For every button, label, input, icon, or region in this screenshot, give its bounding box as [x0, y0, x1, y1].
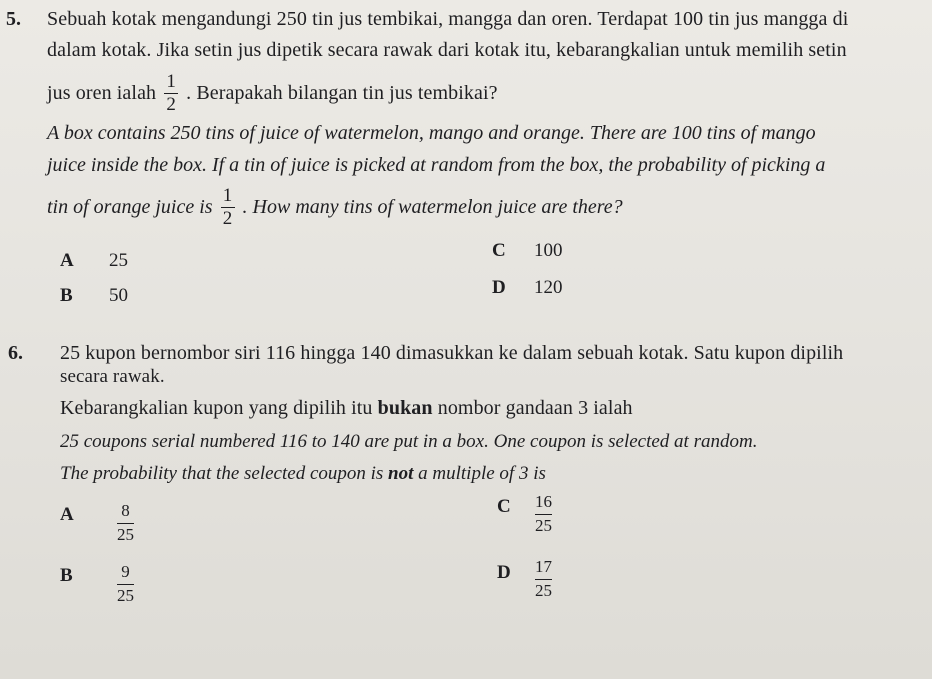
q6-eng-line2 — [60, 463, 546, 485]
q6-option-b-den: 25 — [117, 585, 134, 605]
q6-malay-line3-bold: bukan — [377, 397, 433, 419]
q5-option-c-letter[interactable]: C — [492, 240, 506, 261]
q5-eng-line3 — [47, 186, 623, 229]
q5-eng-fraction — [221, 186, 235, 229]
q5-eng-frac-den: 2 — [222, 207, 233, 229]
q6-malay-line2: secara rawak. — [60, 366, 165, 387]
q5-option-b-letter[interactable]: B — [60, 285, 73, 306]
q6-malay-line3-post: nombor gandaan 3 ialah — [432, 397, 633, 419]
q5-option-a-value[interactable]: 25 — [109, 250, 128, 271]
q5-eng-line1: A box contains 250 tins of juice of watermelon, mango and orange. There are 100 tins of mango — [47, 122, 816, 144]
q5-eng-line3-pre: tin of orange juice is — [47, 195, 213, 218]
q6-malay-line3-pre: Kebarangkalian kupon yang dipilih itu — [60, 397, 378, 419]
q6-option-c-num: 16 — [535, 492, 552, 511]
q6-option-d-num: 17 — [535, 557, 552, 576]
q6-option-d-den: 25 — [535, 580, 552, 600]
q6-option-a-letter[interactable]: A — [60, 504, 74, 525]
q5-option-a-letter[interactable]: A — [60, 250, 74, 271]
q6-option-b-bar — [117, 584, 134, 585]
q5-option-d-letter[interactable]: D — [492, 277, 506, 298]
q5-malay-fraction — [164, 72, 178, 115]
q6-eng-line2-bold: not — [388, 463, 414, 484]
q6-malay-line1: 25 kupon bernombor siri 116 hingga 140 dimasukkan ke dalam sebuah kotak. Satu kupon dipilih — [60, 342, 844, 364]
q6-option-c-den: 25 — [535, 515, 552, 535]
q6-option-a-bar — [117, 523, 134, 524]
q6-option-c-bar — [535, 514, 552, 515]
q6-option-a-fraction[interactable] — [117, 502, 134, 544]
q6-eng-line1: 25 coupons serial numbered 116 to 140 are put in a box. One coupon is selected at random. — [60, 431, 758, 452]
q6-option-c-letter[interactable]: C — [497, 496, 511, 517]
q5-option-d-value[interactable]: 120 — [534, 277, 563, 298]
q5-eng-line3-post: . How many tins of watermelon juice are there? — [242, 195, 623, 218]
q5-malay-line3 — [47, 72, 498, 115]
q6-option-d-letter[interactable]: D — [497, 562, 511, 583]
q5-eng-frac-num: 1 — [222, 185, 233, 206]
q6-eng-line2-pre: The probability that the selected coupon is — [60, 463, 389, 484]
q6-option-b-fraction[interactable] — [117, 563, 134, 605]
q5-option-b-value[interactable]: 50 — [109, 285, 128, 306]
q5-malay-frac-num: 1 — [166, 71, 176, 92]
q5-malay-line3-post: . Berapakah bilangan tin jus tembikai? — [186, 81, 498, 104]
q5-eng-line2: juice inside the box. If a tin of juice is picked at random from the box, the probability of picking a — [47, 154, 826, 176]
q5-number: 5. — [6, 8, 21, 30]
q6-malay-line3 — [60, 397, 633, 420]
q6-option-b-letter[interactable]: B — [60, 565, 73, 586]
q6-option-c-fraction[interactable] — [535, 493, 552, 535]
q6-option-d-fraction[interactable] — [535, 558, 552, 600]
q6-option-a-den: 25 — [117, 524, 134, 544]
q5-malay-frac-den: 2 — [166, 93, 176, 115]
q5-option-c-value[interactable]: 100 — [534, 240, 563, 261]
q5-malay-line3-pre: jus oren ialah — [47, 81, 157, 104]
q6-option-a-num: 8 — [121, 501, 130, 520]
q6-option-b-num: 9 — [121, 562, 130, 581]
q5-malay-line2: dalam kotak. Jika setin jus dipetik secara rawak dari kotak itu, kebarangkalian untuk memilih setin — [47, 39, 847, 61]
q6-eng-line2-post: a multiple of 3 is — [413, 463, 546, 484]
q5-malay-line1: Sebuah kotak mengandungi 250 tin jus tembikai, mangga dan oren. Terdapat 100 tin jus mangga di — [47, 8, 849, 30]
q6-option-d-bar — [535, 579, 552, 580]
q6-number: 6. — [8, 342, 23, 364]
